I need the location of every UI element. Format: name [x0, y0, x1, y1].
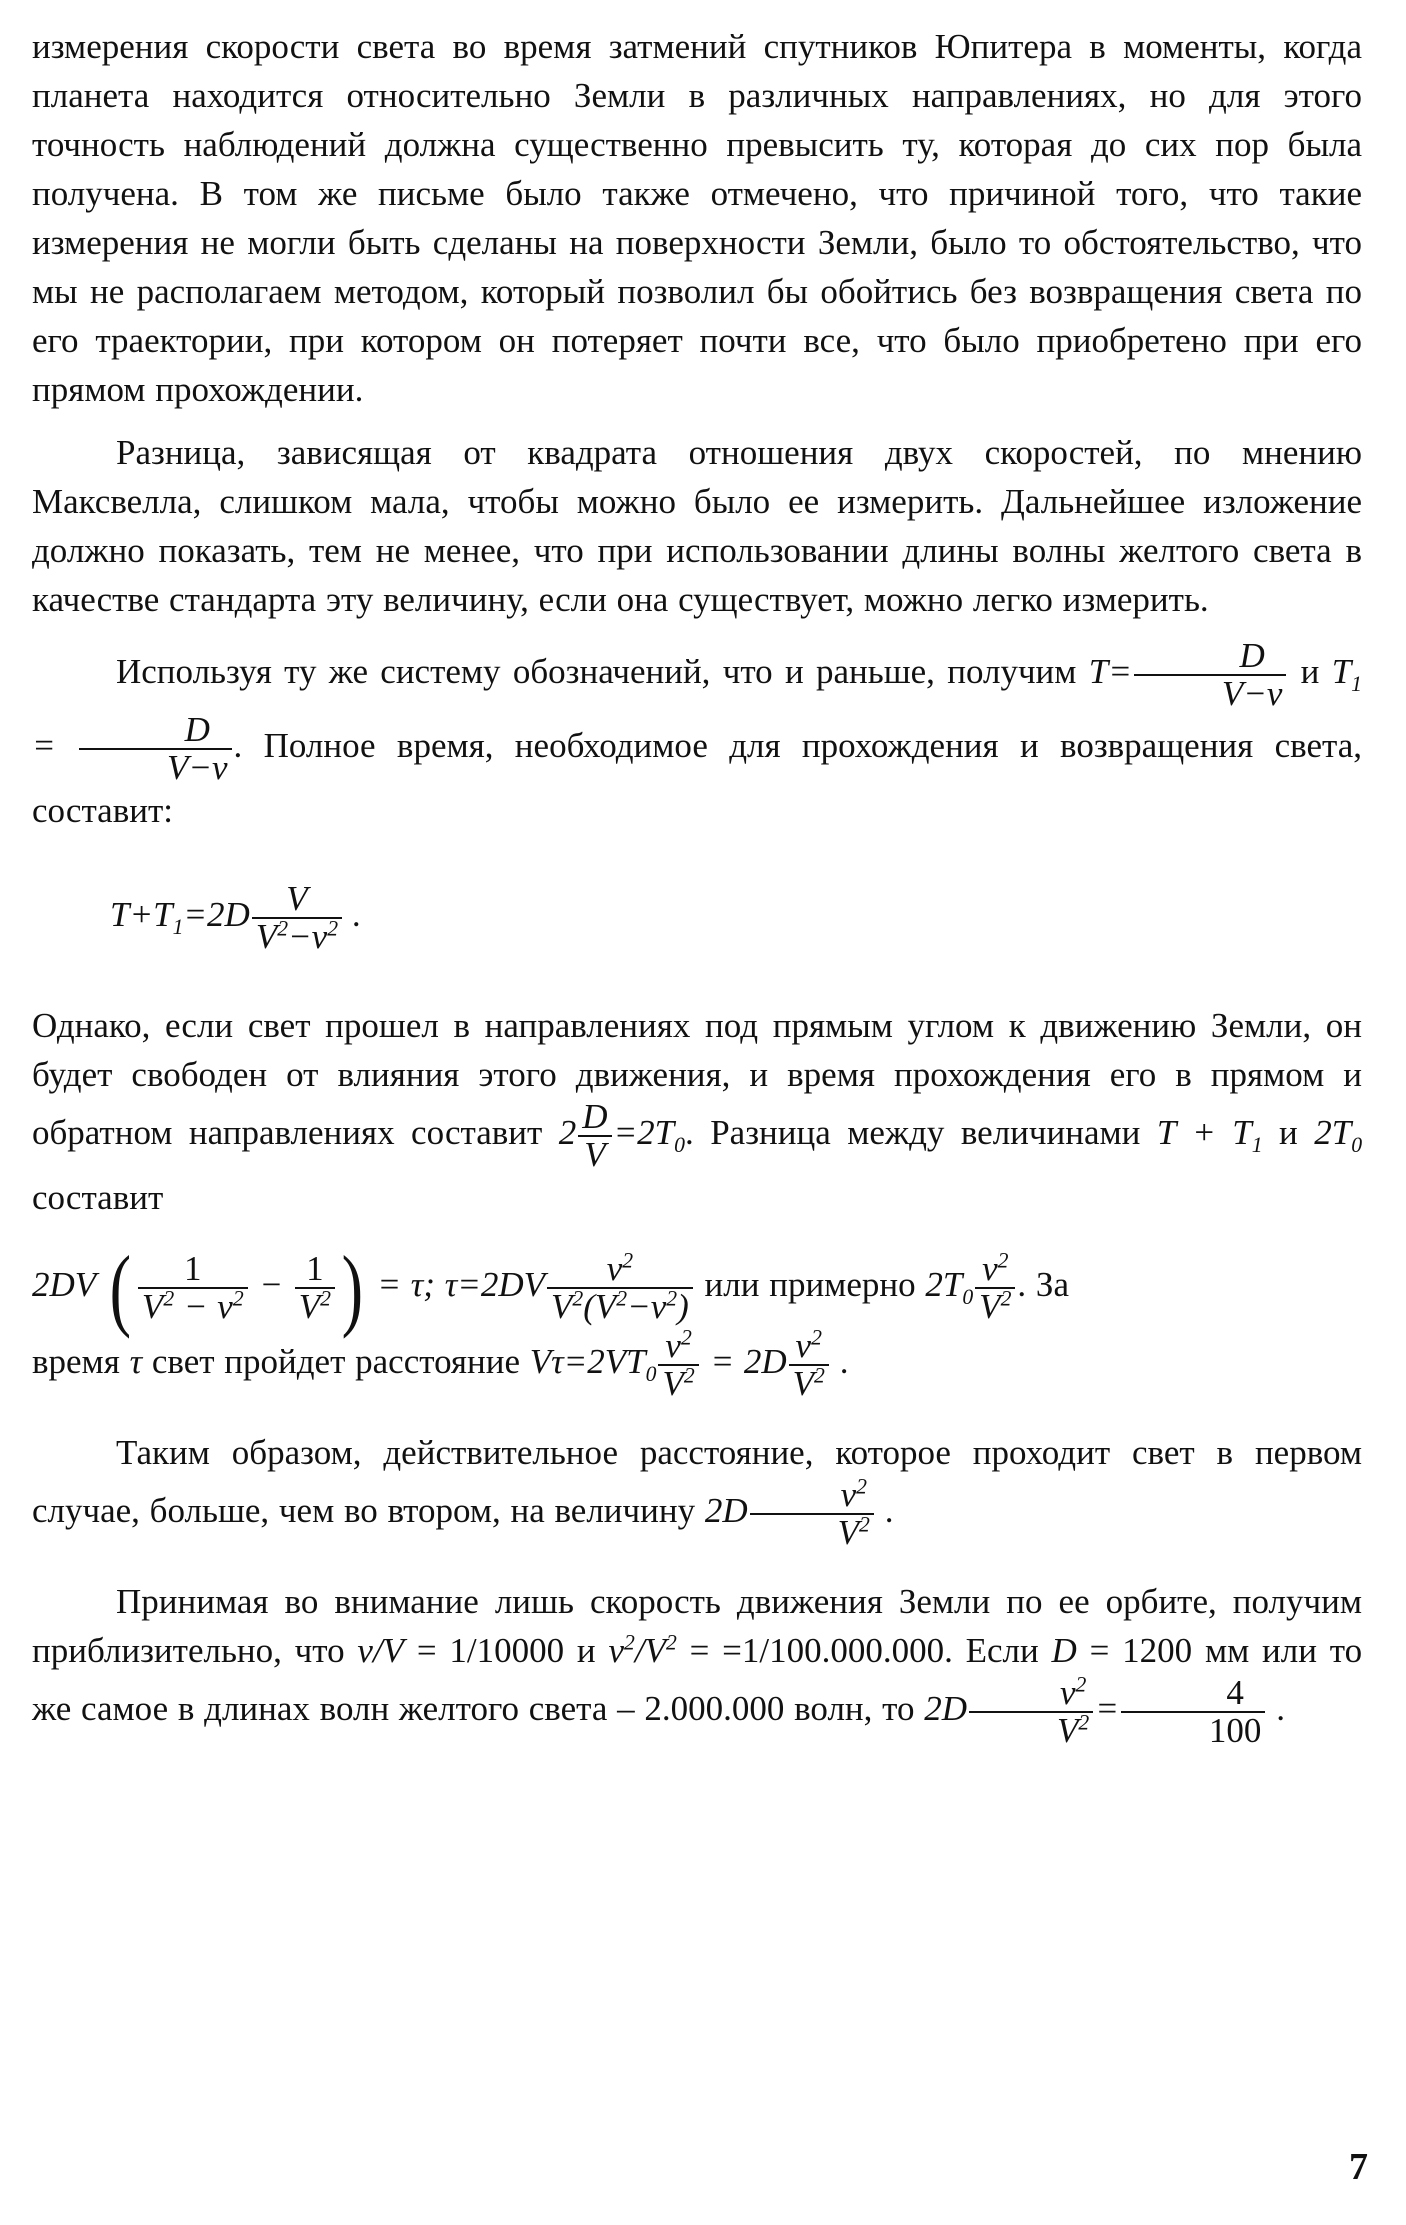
- formula-v2-over-V2: $v^2/V^2$: [608, 1630, 677, 1670]
- formula-T-plus-T1: $T + T_1$: [1156, 1113, 1263, 1158]
- paragraph-5-za: . За: [1017, 1265, 1069, 1305]
- paragraph-3-and: и: [1300, 652, 1320, 692]
- value-v-over-V: = 1/10000: [416, 1631, 565, 1670]
- formula-T1: $T_1$ = $\frac{D}{V-v}$: [32, 652, 1363, 787]
- formula-distance: $V\tau=2VT_0$ $\frac{v^2}{V^2}$ = 2D $\frac{v^2}{V^2}$ .: [529, 1325, 850, 1403]
- formula-extra-distance: 2D $\frac{v^2}{V^2}$ .: [704, 1474, 895, 1552]
- formula-T: T= $\frac{D}{V-v}$: [1089, 652, 1289, 691]
- paragraph-3: [32, 638, 1362, 835]
- paragraph-3-rest: . Полное время, необходимое для прохождения и возвращения света, составит:: [32, 726, 1362, 830]
- paragraph-7-text1: Принимая во внимание лишь скорость движения Земли по ее орбите, получим приблизительно, что: [32, 1582, 1362, 1670]
- paragraph-7-text2: . Если: [944, 1631, 1039, 1670]
- paragraph-6: [32, 1428, 1362, 1551]
- paragraph-4-and: и: [1279, 1113, 1298, 1153]
- formula-2T0: 2 $\frac{D}{V}$ $=2T_0$: [558, 1097, 685, 1174]
- page-number: 7: [1349, 2146, 1368, 2188]
- paragraph-4-verb: составит: [32, 1178, 164, 1217]
- value-D: = 1200 мм: [1089, 1631, 1250, 1670]
- document-page: [32, 22, 1362, 2202]
- formula-2T0-b: $2T_0$: [1314, 1113, 1363, 1158]
- formula-D: D: [1051, 1631, 1077, 1670]
- equation-total-time: $T+T_1=2D$ $\frac{V}{V^2-v^2}$ .: [110, 879, 362, 956]
- formula-tau: τ: [129, 1342, 143, 1382]
- paragraph-5-time: время: [32, 1342, 120, 1382]
- formula-difference: 2DV ( $\frac{1}{V^2 - v^2}$ − $\frac{1}{V^2}$ ) = τ; τ=2DV $\frac{v^2}{V^2(V^2-v^2)}$: [32, 1265, 695, 1304]
- paragraph-2: Разница, зависящая от квадрата отношения двух скоростей, по мнению Максвелла, слишком мала, чтобы можно было ее измерить. Дальнейшее изложение должно показать, тем не менее, что при использовании длины волны желтого света в качестве стандарта эту величину, если она существует, можно легко измерить.: [32, 433, 1362, 619]
- paragraph-3-intro: Используя ту же систему обозначений, что и раньше, получим: [116, 652, 1077, 692]
- paragraph-1: измерения скорости света во время затмений спутников Юпитера в моменты, когда планета находится относительно Земли в различных направлениях, но для этого точность наблюдений должна существенно превысить ту, которая до сих пор была получена. В том же письме было также отмечено, что причиной того, что такие измерения не могли быть сделаны на поверхности Земли, было то обстоятельство, что мы не располагаем методом, который позволил бы обойтись без возвращения света по его траектории, при котором он потеряет почти все, что было приобретено при его прямом прохождении.: [32, 27, 1362, 409]
- paragraph-6-text: Таким образом, действительное расстояние, которое проходит свет в первом случае, больше, чем во втором, на величину: [32, 1433, 1362, 1531]
- paragraph-5: [32, 1237, 1362, 1403]
- paragraph-7-text3: или то же самое в длинах волн желтого света – 2.000.000 волн, то: [32, 1631, 1363, 1729]
- paragraph-7: [32, 1577, 1362, 1749]
- paragraph-7-and: и: [576, 1631, 596, 1670]
- paragraph-5-or-approx: или примерно: [704, 1265, 916, 1305]
- formula-result: 2D $\frac{v^2}{V^2}$ = $\frac{4}{100}$ .: [924, 1672, 1286, 1750]
- paragraph-4: [32, 1001, 1362, 1222]
- formula-v-over-V: v/V: [357, 1631, 405, 1670]
- paragraph-5-tau-text: свет пройдет расстояние: [151, 1342, 520, 1382]
- value-v2-over-V2: = =1/100.000.000: [689, 1631, 945, 1670]
- paragraph-4-after: . Разница между величинами: [685, 1113, 1141, 1153]
- formula-approx: $2T_0$ $\frac{v^2}{V^2}$: [925, 1265, 1017, 1304]
- paragraph-4-text: Однако, если свет прошел в направлениях под прямым углом к движению Земли, он будет свободен от влияния этого движения, и время прохождения его в прямом и обратном направлениях составит: [32, 1006, 1362, 1153]
